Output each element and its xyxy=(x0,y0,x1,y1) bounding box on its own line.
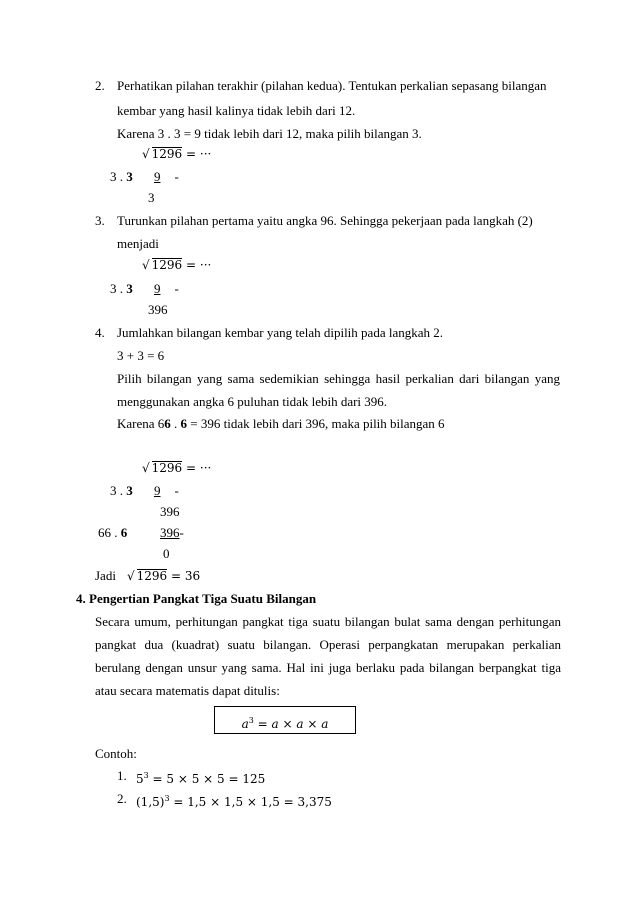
item3-divisor: 3 . 3 xyxy=(110,281,133,296)
item2-divisor: 3 . 3 xyxy=(110,169,133,184)
sqrt-symbol: √ 1296 xyxy=(142,461,183,475)
item4-subtrahend2: 396- xyxy=(160,525,184,540)
item3-number: 3. xyxy=(95,213,105,228)
item3-line1: Turunkan pilahan pertama yaitu angka 96. Sehingga pekerjaan pada langkah (2) xyxy=(117,213,533,228)
contoh-label: Contoh: xyxy=(95,746,137,761)
sqrt-symbol: √ 1296 xyxy=(142,147,183,161)
item4-line1: Jumlahkan bilangan kembar yang telah dipilih pada langkah 2. xyxy=(117,325,443,340)
item4-line3: Pilih bilangan yang sama sedemikian sehingga hasil perkalian dari bilangan yang xyxy=(117,371,560,386)
item4-remainder2: 0 xyxy=(163,546,170,561)
item4-divisor: 3 . 3 xyxy=(110,483,133,498)
item4-number: 4. xyxy=(95,325,105,340)
example2-number: 2. xyxy=(117,791,127,806)
item4-sqrt-expression: √ 1296 = ··· xyxy=(142,461,212,475)
item4-subtrahend: 9 - xyxy=(154,483,179,498)
item2-sqrt-expression: √ 1296 = ··· xyxy=(142,147,212,161)
item4-line2: 3 + 3 = 6 xyxy=(117,348,165,363)
formula-box: $a^3 = a \times a \times a$ xyxy=(214,706,356,734)
item4-remainder1: 396 xyxy=(160,504,180,519)
example2-expression: $(1,5)^3 = 1,5 \times 1,5 \times 1,5 = 3,375$ xyxy=(136,794,332,809)
item4-line4: menggunakan angka 6 puluhan tidak lebih dari 396. xyxy=(117,394,388,409)
sqrt-symbol: √ 1296 xyxy=(142,258,183,272)
conclusion-expression: √ 1296 = 36 xyxy=(127,569,201,583)
section-paragraph-line4: atau secara matematis dapat ditulis: xyxy=(95,683,280,698)
item2-number: 2. xyxy=(95,78,105,93)
item3-result: 396 xyxy=(148,302,168,317)
section-heading: 4. Pengertian Pangkat Tiga Suatu Bilangan xyxy=(76,591,317,606)
item2-line1: Perhatikan pilahan terakhir (pilahan kedua). Tentukan perkalian sepasang bilangan xyxy=(117,78,547,93)
item4-divisor2: 66 . 6 xyxy=(98,525,128,540)
item3-sqrt-expression: √ 1296 = ··· xyxy=(142,258,212,272)
item2-line3: Karena 3 . 3 = 9 tidak lebih dari 12, maka pilih bilangan 3. xyxy=(117,126,422,141)
item4-line5: Karena 66 . 6 = 396 tidak lebih dari 396, maka pilih bilangan 6 xyxy=(117,416,445,431)
item2-result: 3 xyxy=(148,190,155,205)
sqrt-symbol: √ 1296 xyxy=(127,569,168,583)
conclusion-label: Jadi xyxy=(95,568,116,583)
example1-number: 1. xyxy=(117,768,127,783)
example1-expression: $5^3 = 5 \times 5 \times 5 = 125$ xyxy=(136,771,266,786)
section-paragraph-line1: Secara umum, perhitungan pangkat tiga suatu bilangan bulat sama dengan perhitungan xyxy=(95,614,561,629)
item2-line2: kembar yang hasil kalinya tidak lebih dari 12. xyxy=(117,103,356,118)
section-paragraph-line2: pangkat dua (kuadrat) suatu bilangan. Operasi perpangkatan merupakan perkalian xyxy=(95,637,561,652)
item3-subtrahend: 9 - xyxy=(154,281,179,296)
section-paragraph-line3: berulang dengan unsur yang sama. Hal ini juga berlaku pada bilangan berpangkat tiga xyxy=(95,660,561,675)
item2-subtrahend: 9 - xyxy=(154,169,179,184)
item3-line2: menjadi xyxy=(117,236,159,251)
